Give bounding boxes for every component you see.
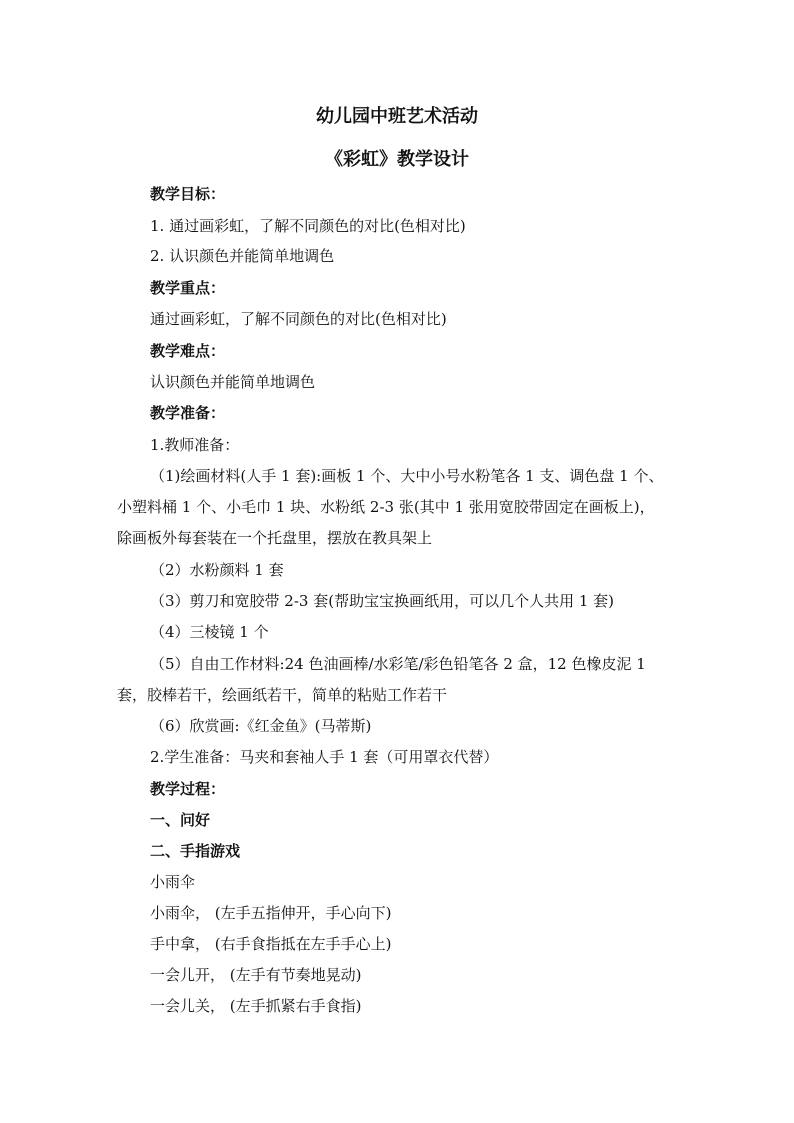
key-text: 通过画彩虹，了解不同颜色的对比(色相对比) (150, 310, 447, 328)
student-prep: 2.学生准备：马夹和套袖人手 1 套（可用罩衣代替） (150, 748, 499, 766)
key-heading: 教学重点： (150, 279, 226, 297)
document-subtitle: 《彩虹》教学设计 (325, 149, 469, 170)
prep-item: （3）剪刀和宽胶带 2-3 套(帮助宝宝换画纸用，可以几个人共用 1 套) (150, 592, 615, 610)
goal-item: 2. 认识颜色并能简单地调色 (150, 247, 335, 265)
song-line: 一会儿关， (左手抓紧右手食指) (150, 997, 362, 1015)
prep-item: （1)绘画材料(人手 1 套):画板 1 个、大中小号水粉笔各 1 支、调色盘 1 个、 (150, 467, 664, 485)
prep-item: （4）三棱镜 1 个 (150, 623, 269, 641)
prep-item: （2）水粉颜料 1 套 (150, 561, 284, 579)
prep-item-continued: 套，胶棒若干，绘画纸若干，简单的粘贴工作若干 (117, 686, 448, 704)
process-step: 一、问好 (150, 811, 211, 829)
goals-heading: 教学目标： (150, 185, 226, 203)
prep-item-continued: 除画板外每套装在一个托盘里，摆放在教具架上 (117, 529, 433, 547)
song-line: 一会儿开， (左手有节奏地晃动) (150, 966, 362, 984)
teacher-prep-label: 1.教师准备： (150, 436, 240, 454)
song-title: 小雨伞 (150, 873, 196, 891)
prep-item-continued: 小塑料桶 1 个、小毛巾 1 块、水粉纸 2-3 张(其中 1 张用宽胶带固定在画板上)， (117, 498, 655, 516)
goal-item: 1. 通过画彩虹，了解不同颜色的对比(色相对比) (150, 217, 466, 235)
prep-item: （6）欣赏画:《红金鱼》(马蒂斯) (150, 717, 372, 735)
process-heading: 教学过程： (150, 780, 226, 798)
prep-item: （5）自由工作材料:24 色油画棒/水彩笔/彩色铅笔各 2 盒，12 色橡皮泥 1 (150, 655, 646, 673)
document-title: 幼儿园中班艺术活动 (316, 106, 478, 127)
process-step: 二、手指游戏 (150, 842, 241, 860)
song-line: 小雨伞， (左手五指伸开，手心向下) (150, 904, 392, 922)
difficulty-heading: 教学难点： (150, 342, 226, 360)
difficulty-text: 认识颜色并能简单地调色 (150, 373, 316, 391)
prep-heading: 教学准备： (150, 404, 226, 422)
song-line: 手中拿， (右手食指抵在左手手心上) (150, 935, 392, 953)
